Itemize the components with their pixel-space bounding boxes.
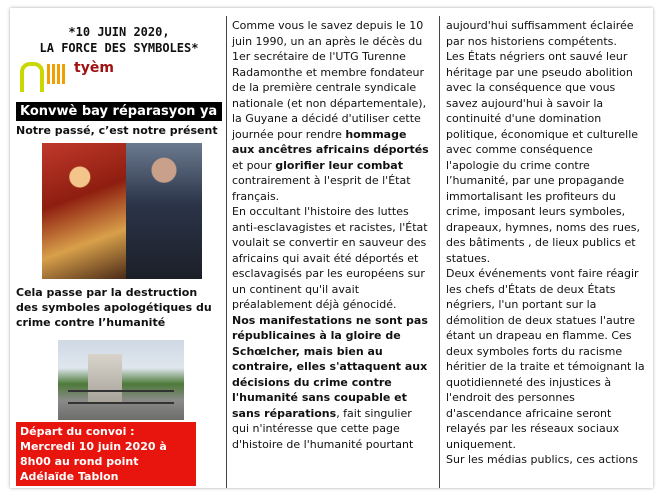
col3-paragraph-1: aujourd'hui suffisamment éclairée par nos historiens compétents.	[446, 19, 634, 48]
logo-text: tyèm	[74, 60, 114, 76]
saint-and-police-photo	[42, 143, 202, 279]
headline-date: *10 JUIN 2020,	[68, 25, 170, 39]
headline	[16, 24, 222, 56]
col3-paragraph-2: Les États négriers ont sauvé leur héritage par une pseudo abolition avec la conséquence que vous savez aujourd'hui à savoir la continuité d'une domination politique, économique et culturelle avec comme conséquence l'apologie du crime contre l’humanité, par une propagande immortalisant les profiteurs du crime, imposant leurs symboles, drapeaux, hymnes, noms des rues, des bâtiments , de lieux publics et statues.	[446, 50, 640, 265]
photo-caption: Cela passe par la destruction des symboles apologétiques du crime contre l’humanité	[16, 286, 212, 329]
col3-paragraph-3: Deux événements vont faire réagir les chefs d'États de deux États négriers, l'un portant sur la démolition de deux statues l'autre étant un drapeau en flamme. Ces deux symboles forts du racisme héritier de la traite et témoignant la quotidienneté des injustices à l'endroit des personnes d'ascendance africaine seront relayés par les réseaux sociaux uniquement.	[446, 267, 645, 451]
col3-paragraph-4: Sur les médias publics, ces actions	[446, 453, 638, 466]
logo-bars-icon	[47, 64, 67, 88]
left-column	[16, 12, 222, 486]
article-column-3	[446, 18, 646, 468]
statue-photo	[58, 340, 184, 420]
document-page	[10, 8, 653, 488]
organisation-logo	[16, 58, 222, 98]
col2-paragraph-1: Comme vous le savez depuis le 10 juin 1990, un an après le décès du 1er secrétaire de l'UTG Turenne Radamonthe et membre fondateur de la première centrale syndicale nationale (et non départementale), la Guyane a décidé d'utiliser cette journée pour rendre hommage aux ancêtres africains déportés et pour glorifier leur combat contrairement à l'esprit de l'État français.	[232, 19, 429, 203]
headline-title: LA FORCE DES SYMBOLES*	[39, 41, 199, 55]
motto: Notre passé, c’est notre présent	[16, 124, 218, 137]
column-divider-2	[439, 16, 440, 488]
logo-arch-icon	[20, 62, 44, 92]
col2-paragraph-2: En occultant l'histoire des luttes anti-esclavagistes et racistes, l'État voulait se convertir en sauveur des africains qui avait été déportés et esclavagisés par les européens sur un continent qu'il avait préalablement déjà génocidé.	[232, 205, 428, 311]
police-officer-photo	[126, 143, 202, 279]
col2-paragraph-3: Nos manifestations ne sont pas républicaines à la gloire de Schœlcher, mais bien au contraire, elles s'attaquent aux décisions du crime contre l'humanité sans coupable et sans réparations, fait singulier qui n'intéresse que cette page d'histoire de l'humanité pourtant	[232, 313, 428, 451]
article-column-2	[232, 18, 432, 452]
creole-banner: Konvwè bay réparasyon ya	[16, 102, 222, 121]
column-divider-1	[226, 16, 227, 488]
convoy-departure-notice: Départ du convoi : Mercredi 10 juin 2020 à 8h00 au rond point Adélaïde Tablon	[16, 422, 196, 486]
fence-shape	[68, 390, 174, 404]
saint-michael-painting	[42, 143, 126, 279]
